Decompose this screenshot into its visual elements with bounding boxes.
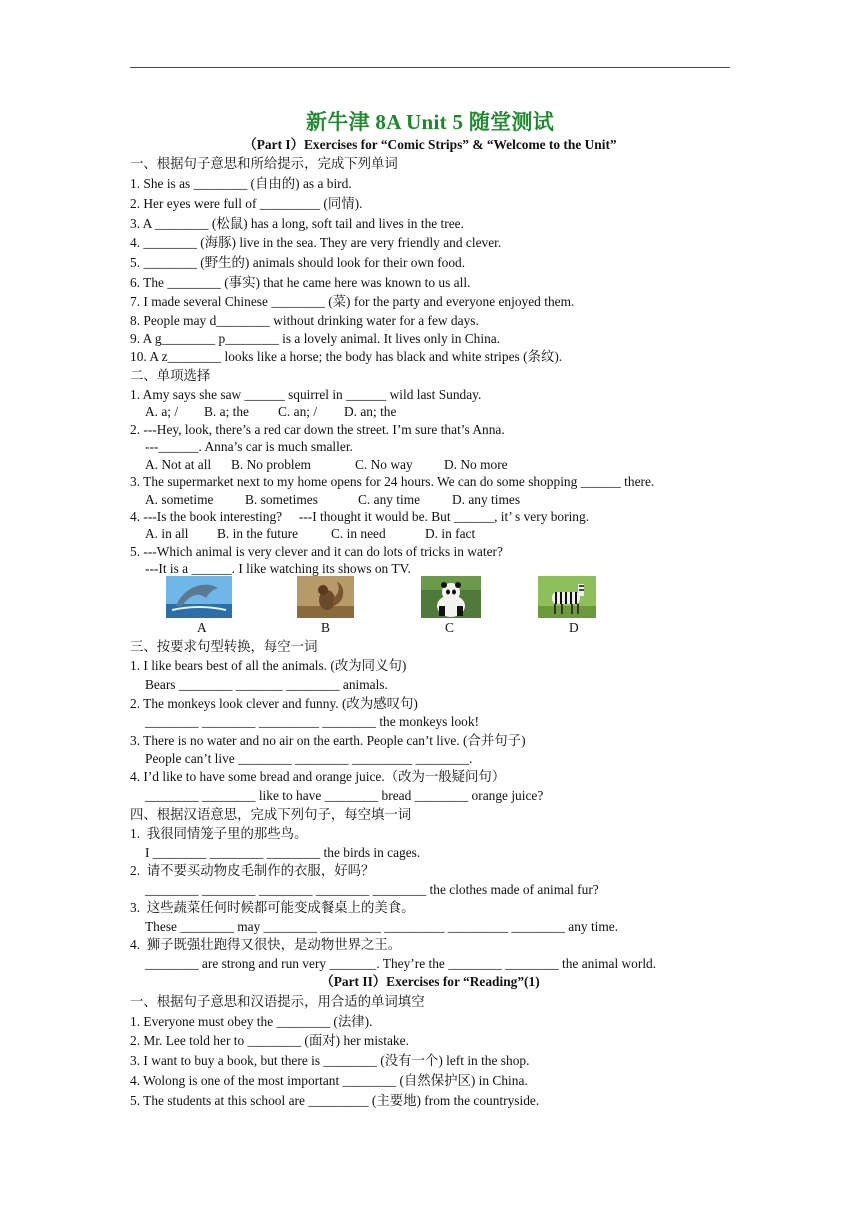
s4-line-2: I ________ ________ ________ the birds in cages. <box>145 845 421 860</box>
s3-line-8: ________ ________ like to have ________ bread ________ orange juice? <box>145 788 544 803</box>
s2-q4-option-a: A. in all <box>145 526 189 541</box>
picture-label-c: C <box>445 620 454 635</box>
panda-picture <box>421 576 481 618</box>
s3-line-4: ________ ________ _________ ________ the monkeys look! <box>145 714 480 729</box>
s2-q4-option-b: B. in the future <box>217 526 299 541</box>
section2-heading: 二、单项选择 <box>130 368 211 383</box>
s4-line-1: 1. 我很同情笼子里的那些鸟。 <box>130 826 308 841</box>
s3-line-5: 3. There is no water and no air on the earth. People can’t live. (合并句子) <box>130 733 526 748</box>
s2-q4-option-c: C. in need <box>331 526 386 541</box>
s2-q2-option-c: C. No way <box>355 457 413 472</box>
picture-label-d: D <box>569 620 579 635</box>
s2-q1-option-c: C. an; / <box>278 404 318 419</box>
s1-item-6: 6. The ________ (事实) that he came here was known to us all. <box>130 275 471 290</box>
s4-line-4: ________ ________ ________ ________ ________ the clothes made of animal fur? <box>145 882 599 897</box>
s3-line-7: 4. I’d like to have some bread and orange juice.（改为一般疑问句） <box>130 769 506 784</box>
squirrel-picture <box>297 576 354 618</box>
header-rule <box>130 67 730 68</box>
s5-item-2: 2. Mr. Lee told her to ________ (面对) her mistake. <box>130 1033 409 1048</box>
page-title: 新牛津 8A Unit 5 随堂测试 <box>305 110 555 134</box>
s2-q1-option-d: D. an; the <box>344 404 397 419</box>
s1-item-2: 2. Her eyes were full of _________ (同情). <box>130 196 363 211</box>
s5-item-4: 4. Wolong is one of the most important ________ (自然保护区) in China. <box>130 1073 528 1088</box>
part2-title: （Part II）Exercises for “Reading”(1) <box>320 974 540 989</box>
s3-line-2: Bears ________ _______ ________ animals. <box>145 677 388 692</box>
s2-q3-option-d: D. any times <box>452 492 521 507</box>
s2-q5-line1: 5. ---Which animal is very clever and it can do lots of tricks in water? <box>130 544 503 559</box>
s2-q2-line2: ---______. Anna’s car is much smaller. <box>145 439 353 454</box>
s2-q2-option-a: A. Not at all <box>145 457 212 472</box>
s1-item-3: 3. A ________ (松鼠) has a long, soft tail and lives in the tree. <box>130 216 464 231</box>
s4-line-5: 3. 这些蔬菜任何时候都可能变成餐桌上的美食。 <box>130 900 415 915</box>
s3-line-3: 2. The monkeys look clever and funny. (改为感叹句) <box>130 696 418 711</box>
s3-line-6: People can’t live ________ ________ _________ ________. <box>145 751 473 766</box>
picture-label-a: A <box>197 620 207 635</box>
s4-line-6: These ________ may ________ _________ _________ _________ ________ any time. <box>145 919 619 934</box>
s1-item-4: 4. ________ (海豚) live in the sea. They are very friendly and clever. <box>130 235 502 250</box>
s5-item-1: 1. Everyone must obey the ________ (法律). <box>130 1014 373 1029</box>
s2-q2-option-d: D. No more <box>444 457 508 472</box>
s4-line-7: 4. 狮子既强壮跑得又很快，是动物世界之王。 <box>130 937 402 952</box>
section3-heading: 三、按要求句型转换，每空一词 <box>130 639 318 654</box>
s4-line-3: 2. 请不要买动物皮毛制作的衣服，好吗？ <box>130 863 375 878</box>
s2-q2-line1: 2. ---Hey, look, there’s a red car down the street. I’m sure that’s Anna. <box>130 422 505 437</box>
s2-q1-option-a: A. a; / <box>145 404 179 419</box>
s1-item-1: 1. She is as ________ (自由的) as a bird. <box>130 176 352 191</box>
dolphin-picture <box>166 576 232 618</box>
s1-item-9: 9. A g________ p________ is a lovely animal. It lives only in China. <box>130 331 501 346</box>
s2-q4: 4. ---Is the book interesting? ---I thought it would be. But ______, it’ s very boring. <box>130 509 590 524</box>
s3-line-1: 1. I like bears best of all the animals. (改为同义句) <box>130 658 407 673</box>
s2-q3-option-a: A. sometime <box>145 492 214 507</box>
s1-item-5: 5. ________ (野生的) animals should look for their own food. <box>130 255 466 270</box>
s2-q3-option-b: B. sometimes <box>245 492 318 507</box>
picture-label-b: B <box>321 620 330 635</box>
s1-item-10: 10. A z________ looks like a horse; the body has black and white stripes (条纹). <box>130 349 563 364</box>
s2-q1: 1. Amy says she saw ______ squirrel in ______ wild last Sunday. <box>130 387 482 402</box>
s5-item-3: 3. I want to buy a book, but there is ________ (没有一个) left in the shop. <box>130 1053 530 1068</box>
section1-heading: 一、根据句子意思和所给提示，完成下列单词 <box>130 156 398 171</box>
s2-q4-option-d: D. in fact <box>425 526 476 541</box>
s2-q3-option-c: C. any time <box>358 492 421 507</box>
section5-heading: 一、根据句子意思和汉语提示，用合适的单词填空 <box>130 994 425 1009</box>
s1-item-7: 7. I made several Chinese ________ (菜) for the party and everyone enjoyed them. <box>130 294 575 309</box>
zebra-picture <box>538 576 596 618</box>
s4-line-8: ________ are strong and run very _______. They’re the ________ ________ the animal world. <box>145 956 657 971</box>
part1-title: （Part I）Exercises for “Comic Strips” & “Welcome to the Unit” <box>243 137 617 152</box>
s1-item-8: 8. People may d________ without drinking water for a few days. <box>130 313 479 328</box>
s5-item-5: 5. The students at this school are _________ (主要地) from the countryside. <box>130 1093 540 1108</box>
s2-q3: 3. The supermarket next to my home opens for 24 hours. We can do some shopping ______ there. <box>130 474 655 489</box>
s2-q2-option-b: B. No problem <box>231 457 311 472</box>
s2-q1-option-b: B. a; the <box>204 404 249 419</box>
section4-heading: 四、根据汉语意思，完成下列句子，每空填一词 <box>130 807 412 822</box>
s2-q5-line2: ---It is a ______. I like watching its shows on TV. <box>145 561 411 576</box>
